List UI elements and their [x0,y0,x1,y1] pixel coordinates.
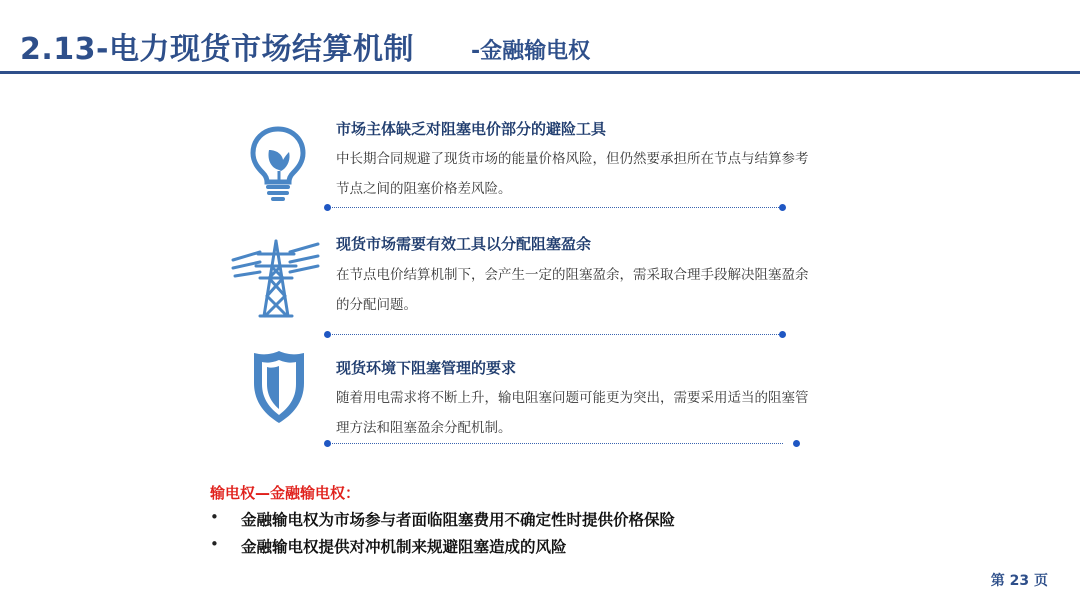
page-number: 第 23 页 [990,573,1048,589]
separator-3-end-dot [793,440,800,447]
item-2-body: 在节点电价结算机制下，会产生一定的阻塞盈余，需采取合理手段解决阻塞盈余的分配问题。 [336,267,809,313]
item-3-title: 现货环境下阻塞管理的要求 [336,359,517,377]
separator-1 [327,207,783,208]
power-tower-icon [230,238,322,318]
header [0,0,1080,78]
page-title: 2.13-电力现货市场结算机制 [20,32,414,67]
separator-2 [327,334,783,335]
separator-2-end-dot [779,331,786,338]
page-subtitle: -金融输电权 [471,39,591,64]
note-heading: 输电权—金融输电权： [210,484,361,502]
bullet-icon: • [210,535,219,553]
separator-2-start-dot [324,331,331,338]
shield-icon [252,349,306,425]
item-1-body: 中长期合同规避了现货市场的能量价格风险，但仍然要承担所在节点与结算参考节点之间的阻塞价格差风险。 [336,151,809,197]
header-divider [0,71,1080,74]
separator-3-start-dot [324,440,331,447]
bullet-text-2: 金融输电权提供对冲机制来规避阻塞造成的风险 [241,538,567,556]
item-2-title: 现货市场需要有效工具以分配阻塞盈余 [336,235,592,253]
lightbulb-leaf-icon [250,126,306,202]
separator-1-start-dot [324,204,331,211]
item-3-body: 随着用电需求将不断上升，输电阻塞问题可能更为突出，需要采用适当的阻塞管理方法和阻塞盈余分配机制。 [336,390,809,436]
bullet-text-1: 金融输电权为市场参与者面临阻塞费用不确定性时提供价格保险 [241,511,676,529]
bullet-icon: • [210,508,219,526]
separator-1-end-dot [779,204,786,211]
separator-3 [327,443,783,444]
item-1-title: 市场主体缺乏对阻塞电价部分的避险工具 [336,120,607,138]
